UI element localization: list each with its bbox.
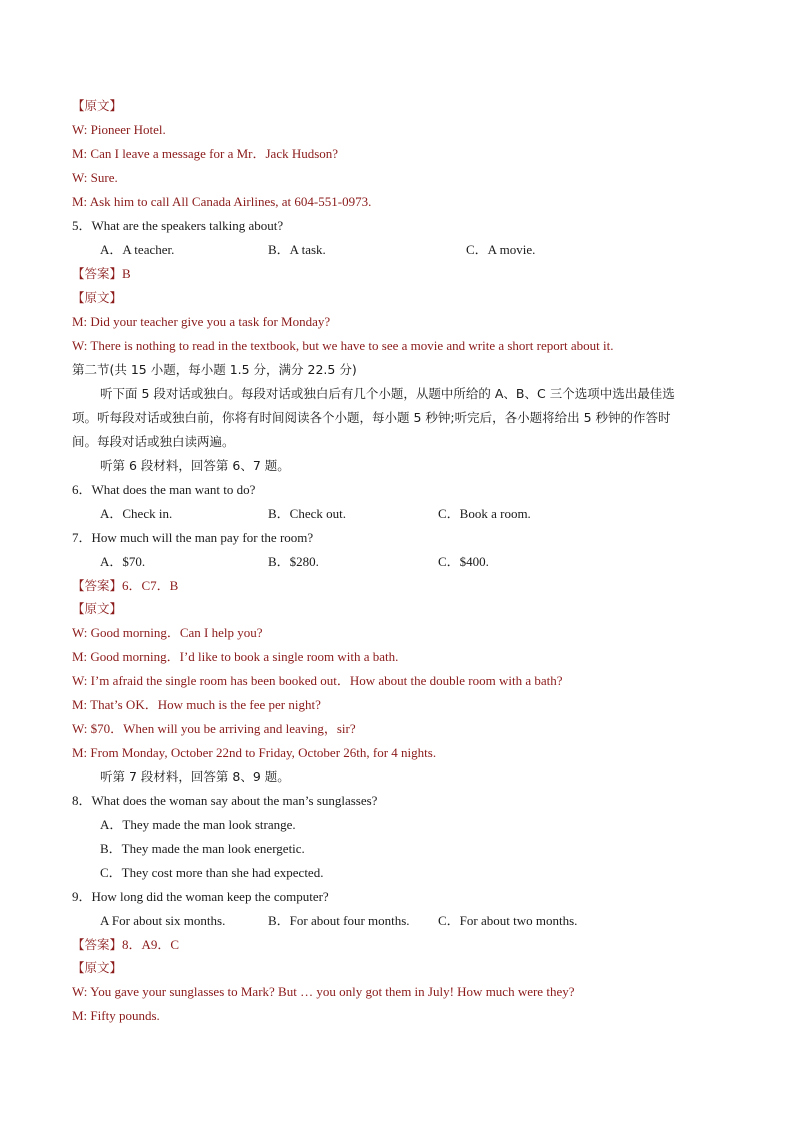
transcript-tag: 【原文】	[72, 290, 123, 305]
transcript-line: M: Fifty pounds.	[72, 1008, 160, 1023]
transcript-tag: 【原文】	[72, 98, 123, 113]
transcript-line: M: Ask him to call All Canada Airlines, at 604-551-0973.	[72, 194, 372, 209]
transcript-tag: 【原文】	[72, 601, 123, 616]
option-c: C．They cost more than she had expected.	[100, 865, 324, 880]
transcript-line: W: Sure.	[72, 170, 118, 185]
option-b: B．$280.	[268, 554, 319, 569]
option-c: C．$400.	[438, 554, 489, 569]
question-5: 5．What are the speakers talking about?	[72, 218, 284, 233]
option-c: C．For about two months.	[438, 913, 578, 928]
transcript-line: M: That’s OK．How much is the fee per night?	[72, 697, 321, 712]
answer-tag: 【答案】	[72, 266, 123, 281]
transcript-line: W: I’m afraid the single room has been booked out．How about the double room with a bath?	[72, 673, 563, 688]
option-b: B．For about four months.	[268, 913, 410, 928]
transcript-line: M: From Monday, October 22nd to Friday, October 26th, for 4 nights.	[72, 745, 437, 760]
answer-6-7	[72, 578, 178, 594]
option-a: A．Check in.	[100, 506, 173, 521]
option-a: A．They made the man look strange.	[100, 817, 296, 832]
transcript-line: M: Good morning．I’d like to book a single room with a bath.	[72, 649, 399, 664]
option-c: C．A movie.	[466, 242, 536, 257]
transcript-line: W: $70．When will you be arriving and leaving，sir?	[72, 721, 356, 736]
question-8: 8．What does the woman say about the man’s sunglasses?	[72, 793, 378, 808]
answer-value: B	[122, 266, 131, 281]
transcript-line: M: Did your teacher give you a task for Monday?	[72, 314, 331, 329]
material-heading: 听第 7 段材料，回答第 8、9 题。	[100, 769, 290, 784]
option-b: B．Check out.	[268, 506, 346, 521]
question-6: 6．What does the man want to do?	[72, 482, 256, 497]
option-b: B．A task.	[268, 242, 326, 257]
answer-8-9	[72, 937, 179, 953]
transcript-line: M: Can I leave a message for a Mr．Jack Hudson?	[72, 146, 339, 161]
transcript-line: W: Good morning．Can I help you?	[72, 625, 263, 640]
option-a: A．A teacher.	[100, 242, 175, 257]
option-c: C．Book a room.	[438, 506, 531, 521]
answer-5	[72, 266, 131, 282]
transcript-line: W: Pioneer Hotel.	[72, 122, 166, 137]
answer-tag: 【答案】	[72, 937, 123, 952]
answer-tag: 【答案】	[72, 578, 123, 593]
answer-value: 8．A9．C	[122, 937, 180, 952]
section-instructions: 听下面 5 段对话或独白。每段对话或独白后有几个小题，从题中所给的 A、B、C 三个选项中选出最佳选项。听每段对话或独白前，你将有时间阅读各个小题，每小题 5 秒钟;听完后，各小题将给出 5 秒钟的作答时间。每段对话或独白读两遍。	[72, 386, 675, 449]
option-b: B．They made the man look energetic.	[100, 841, 305, 856]
section-heading: 第二节(共 15 小题，每小题 1.5 分，满分 22.5 分)	[72, 362, 357, 377]
option-a: A For about six months.	[100, 913, 226, 928]
option-a: A．$70.	[100, 554, 146, 569]
answer-value: 6．C7．B	[122, 578, 179, 593]
material-heading: 听第 6 段材料，回答第 6、7 题。	[100, 458, 290, 473]
question-9: 9．How long did the woman keep the computer?	[72, 889, 329, 904]
question-7: 7．How much will the man pay for the room?	[72, 530, 314, 545]
transcript-line: W: There is nothing to read in the textbook, but we have to see a movie and write a short report about it.	[72, 338, 614, 353]
transcript-line: W: You gave your sunglasses to Mark? But … you only got them in July! How much were they?	[72, 984, 575, 999]
transcript-tag: 【原文】	[72, 960, 123, 975]
